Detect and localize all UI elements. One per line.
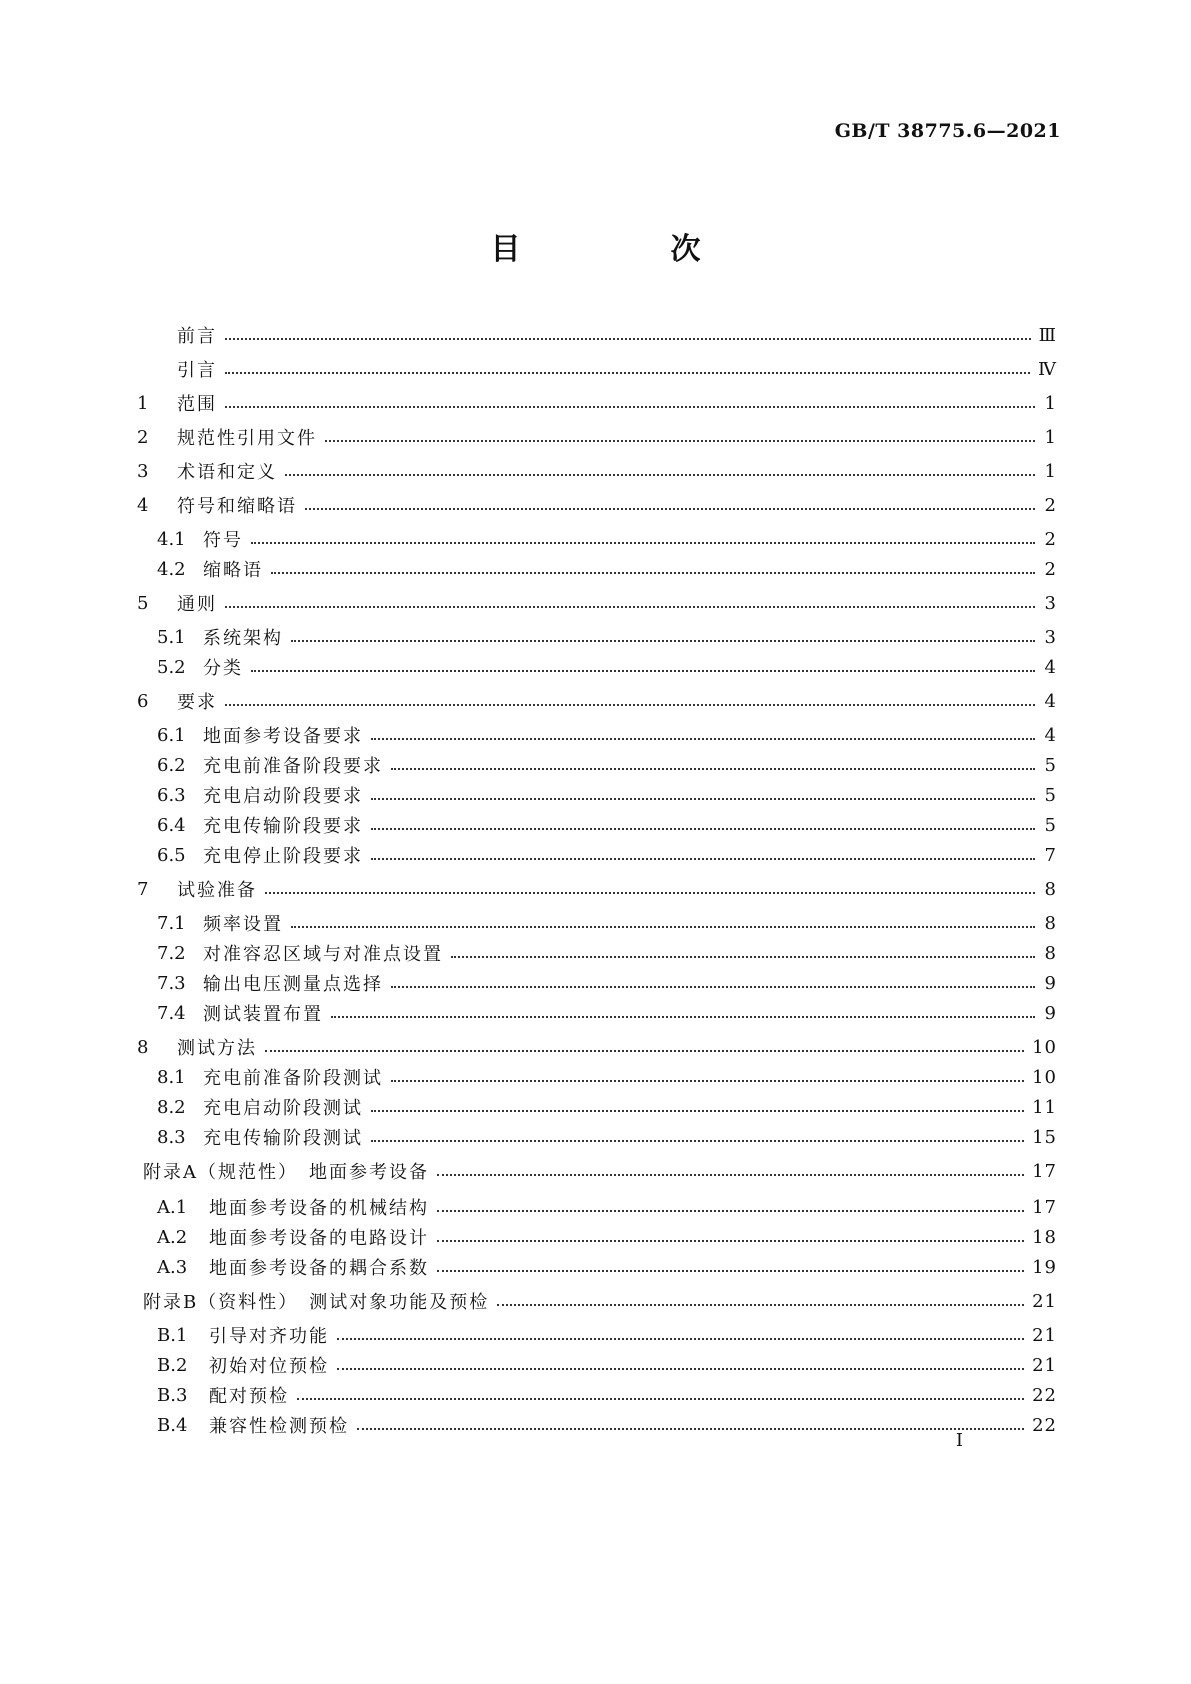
entry-page: 8 xyxy=(1044,912,1057,934)
entry-page: 9 xyxy=(1044,972,1057,994)
toc-entry-foreword[interactable] xyxy=(137,322,1057,348)
entry-title: 符号 xyxy=(203,530,243,551)
entry-page: 2 xyxy=(1044,528,1057,550)
leader-dots xyxy=(357,1424,1024,1430)
toc-entry-5-2[interactable] xyxy=(157,654,1057,680)
entry-page: 10 xyxy=(1032,1036,1057,1058)
entry-page: 17 xyxy=(1032,1160,1057,1182)
entry-title: 地面参考设备的电路设计 xyxy=(209,1228,429,1249)
entry-number: A.3 xyxy=(157,1256,188,1278)
entry-page: 7 xyxy=(1044,844,1057,866)
leader-dots xyxy=(297,1394,1024,1400)
entry-page: 11 xyxy=(1032,1096,1057,1118)
leader-dots xyxy=(391,1076,1024,1082)
entry-number: 6.3 xyxy=(157,784,186,806)
entry-number: 1 xyxy=(137,392,149,414)
toc-entry-b-2[interactable] xyxy=(157,1352,1057,1378)
leader-dots xyxy=(225,402,1035,408)
toc-entry-6-4[interactable] xyxy=(157,812,1057,838)
toc-entry-7[interactable] xyxy=(137,876,1057,902)
entry-title: 范围 xyxy=(177,394,217,415)
entry-page: 8 xyxy=(1044,878,1057,900)
entry-title: 引导对齐功能 xyxy=(209,1326,329,1347)
entry-page: 21 xyxy=(1032,1290,1057,1312)
entry-title: 对准容忍区域与对准点设置 xyxy=(203,944,443,965)
entry-number: 5.1 xyxy=(157,626,186,648)
entry-page: 2 xyxy=(1044,494,1057,516)
entry-title: 分类 xyxy=(203,658,243,679)
entry-title: 输出电压测量点选择 xyxy=(203,974,383,995)
entry-number: 7.4 xyxy=(157,1002,186,1024)
toc-entry-a-2[interactable] xyxy=(157,1224,1057,1250)
toc-entry-6-1[interactable] xyxy=(157,722,1057,748)
entry-number: 6.2 xyxy=(157,754,186,776)
leader-dots xyxy=(251,666,1035,672)
toc-entry-5-1[interactable] xyxy=(157,624,1057,650)
entry-title: 频率设置 xyxy=(203,914,283,935)
entry-page: 1 xyxy=(1044,392,1057,414)
leader-dots xyxy=(225,334,1031,340)
leader-dots xyxy=(437,1206,1024,1212)
toc-entry-a-1[interactable] xyxy=(157,1194,1057,1220)
toc-entry-annex-a[interactable] xyxy=(137,1158,1057,1184)
entry-number: 6 xyxy=(137,690,149,712)
leader-dots xyxy=(225,602,1035,608)
entry-page: 8 xyxy=(1044,942,1057,964)
entry-title: 前言 xyxy=(177,326,217,347)
entry-number: B.2 xyxy=(157,1354,188,1376)
entry-number: 4.2 xyxy=(157,558,186,580)
entry-number: 3 xyxy=(137,460,149,482)
toc-entry-4-1[interactable] xyxy=(157,526,1057,552)
toc-entry-3[interactable] xyxy=(137,458,1057,484)
leader-dots xyxy=(325,436,1035,442)
leader-dots xyxy=(371,794,1035,800)
toc-entry-7-3[interactable] xyxy=(157,970,1057,996)
entry-number: 7 xyxy=(137,878,149,900)
entry-page: 15 xyxy=(1032,1126,1057,1148)
toc-entry-5[interactable] xyxy=(137,590,1057,616)
toc-entry-b-3[interactable] xyxy=(157,1382,1057,1408)
entry-number: B.1 xyxy=(157,1324,188,1346)
toc-entry-8[interactable] xyxy=(137,1034,1057,1060)
entry-number: 2 xyxy=(137,426,149,448)
entry-number: 8 xyxy=(137,1036,149,1058)
entry-number: B.4 xyxy=(157,1414,188,1436)
entry-title: 配对预检 xyxy=(209,1386,289,1407)
toc-entry-6-5[interactable] xyxy=(157,842,1057,868)
leader-dots xyxy=(331,1012,1035,1018)
entry-title: 地面参考设备的耦合系数 xyxy=(209,1258,429,1279)
entry-title: 充电传输阶段测试 xyxy=(203,1128,363,1149)
entry-page: 10 xyxy=(1032,1066,1057,1088)
entry-title: 充电传输阶段要求 xyxy=(203,816,363,837)
leader-dots xyxy=(437,1236,1024,1242)
toc-title: 目 次 xyxy=(490,232,761,267)
entry-number: 6.5 xyxy=(157,844,186,866)
toc-entry-2[interactable] xyxy=(137,424,1057,450)
toc-entry-7-1[interactable] xyxy=(157,910,1057,936)
entry-page: 5 xyxy=(1044,784,1057,806)
entry-page: 17 xyxy=(1032,1196,1057,1218)
leader-dots xyxy=(371,854,1035,860)
entry-page: 5 xyxy=(1044,814,1057,836)
entry-title: 引言 xyxy=(177,360,217,381)
leader-dots xyxy=(285,470,1035,476)
leader-dots xyxy=(291,922,1035,928)
leader-dots xyxy=(337,1364,1024,1370)
entry-page: 4 xyxy=(1044,724,1057,746)
entry-title: 术语和定义 xyxy=(177,462,277,483)
entry-title: 要求 xyxy=(177,692,217,713)
entry-title: 规范性引用文件 xyxy=(177,428,317,449)
entry-title: 附录B（资料性） 测试对象功能及预检 xyxy=(143,1292,490,1313)
entry-title: 充电前准备阶段要求 xyxy=(203,756,383,777)
toc-entry-6[interactable] xyxy=(137,688,1057,714)
entry-title: 初始对位预检 xyxy=(209,1356,329,1377)
entry-title: 符号和缩略语 xyxy=(177,496,297,517)
standard-code: GB/T 38775.6—2021 xyxy=(834,120,1061,142)
entry-page: Ⅳ xyxy=(1038,358,1057,380)
entry-page: 2 xyxy=(1044,558,1057,580)
toc-entry-4-2[interactable] xyxy=(157,556,1057,582)
leader-dots xyxy=(271,568,1035,574)
leader-dots xyxy=(371,734,1035,740)
entry-title: 附录A（规范性） 地面参考设备 xyxy=(143,1162,429,1183)
toc-entry-annex-b[interactable] xyxy=(137,1288,1057,1314)
entry-number: 4.1 xyxy=(157,528,186,550)
toc-entry-introduction[interactable] xyxy=(137,356,1057,382)
entry-title: 充电停止阶段要求 xyxy=(203,846,363,867)
entry-number: 5.2 xyxy=(157,656,186,678)
entry-number: B.3 xyxy=(157,1384,188,1406)
leader-dots xyxy=(225,368,1030,374)
leader-dots xyxy=(497,1300,1024,1306)
leader-dots xyxy=(437,1266,1024,1272)
entry-number: 6.1 xyxy=(157,724,186,746)
entry-number: A.1 xyxy=(157,1196,188,1218)
page-number: I xyxy=(955,1430,963,1451)
toc-entry-8-3[interactable] xyxy=(157,1124,1057,1150)
entry-title: 通则 xyxy=(177,594,217,615)
toc-entry-b-4[interactable] xyxy=(157,1412,1057,1438)
toc-entry-7-2[interactable] xyxy=(157,940,1057,966)
entry-title: 试验准备 xyxy=(177,880,257,901)
leader-dots xyxy=(451,952,1035,958)
entry-number: 6.4 xyxy=(157,814,186,836)
entry-page: 9 xyxy=(1044,1002,1057,1024)
entry-number: 8.3 xyxy=(157,1126,186,1148)
entry-page: 1 xyxy=(1044,460,1057,482)
entry-title: 缩略语 xyxy=(203,560,263,581)
leader-dots xyxy=(391,982,1035,988)
entry-title: 地面参考设备的机械结构 xyxy=(209,1198,429,1219)
toc-entry-7-4[interactable] xyxy=(157,1000,1057,1026)
entry-page: 3 xyxy=(1044,592,1057,614)
entry-number: A.2 xyxy=(157,1226,188,1248)
entry-page: 19 xyxy=(1032,1256,1057,1278)
entry-number: 8.1 xyxy=(157,1066,186,1088)
entry-page: 3 xyxy=(1044,626,1057,648)
entry-number: 8.2 xyxy=(157,1096,186,1118)
entry-title: 充电启动阶段测试 xyxy=(203,1098,363,1119)
entry-page: 4 xyxy=(1044,690,1057,712)
entry-title: 充电前准备阶段测试 xyxy=(203,1068,383,1089)
toc-entry-4[interactable] xyxy=(137,492,1057,518)
entry-number: 7.1 xyxy=(157,912,186,934)
entry-title: 地面参考设备要求 xyxy=(203,726,363,747)
entry-page: 21 xyxy=(1032,1324,1057,1346)
entry-number: 7.2 xyxy=(157,942,186,964)
entry-title: 兼容性检测预检 xyxy=(209,1416,349,1437)
toc-entry-6-2[interactable] xyxy=(157,752,1057,778)
leader-dots xyxy=(437,1170,1024,1176)
toc-entry-1[interactable] xyxy=(137,390,1057,416)
leader-dots xyxy=(251,538,1035,544)
leader-dots xyxy=(371,1136,1024,1142)
entry-number: 5 xyxy=(137,592,149,614)
entry-number: 7.3 xyxy=(157,972,186,994)
toc-entry-b-1[interactable] xyxy=(157,1322,1057,1348)
entry-page: 22 xyxy=(1032,1414,1057,1436)
entry-page: 5 xyxy=(1044,754,1057,776)
leader-dots xyxy=(391,764,1035,770)
entry-page: 21 xyxy=(1032,1354,1057,1376)
leader-dots xyxy=(371,1106,1024,1112)
entry-page: 4 xyxy=(1044,656,1057,678)
entry-page: 18 xyxy=(1032,1226,1057,1248)
entry-number: 4 xyxy=(137,494,149,516)
entry-title: 系统架构 xyxy=(203,628,283,649)
entry-page: 22 xyxy=(1032,1384,1057,1406)
entry-page: Ⅲ xyxy=(1038,324,1057,346)
leader-dots xyxy=(305,504,1035,510)
leader-dots xyxy=(225,700,1035,706)
entry-title: 测试方法 xyxy=(177,1038,257,1059)
leader-dots xyxy=(265,888,1035,894)
leader-dots xyxy=(291,636,1035,642)
toc-entry-a-3[interactable] xyxy=(157,1254,1057,1280)
toc-entry-6-3[interactable] xyxy=(157,782,1057,808)
entry-title: 充电启动阶段要求 xyxy=(203,786,363,807)
leader-dots xyxy=(337,1334,1024,1340)
toc-entry-8-2[interactable] xyxy=(157,1094,1057,1120)
entry-title: 测试装置布置 xyxy=(203,1004,323,1025)
leader-dots xyxy=(371,824,1035,830)
toc-entry-8-1[interactable] xyxy=(157,1064,1057,1090)
entry-page: 1 xyxy=(1044,426,1057,448)
leader-dots xyxy=(265,1046,1024,1052)
